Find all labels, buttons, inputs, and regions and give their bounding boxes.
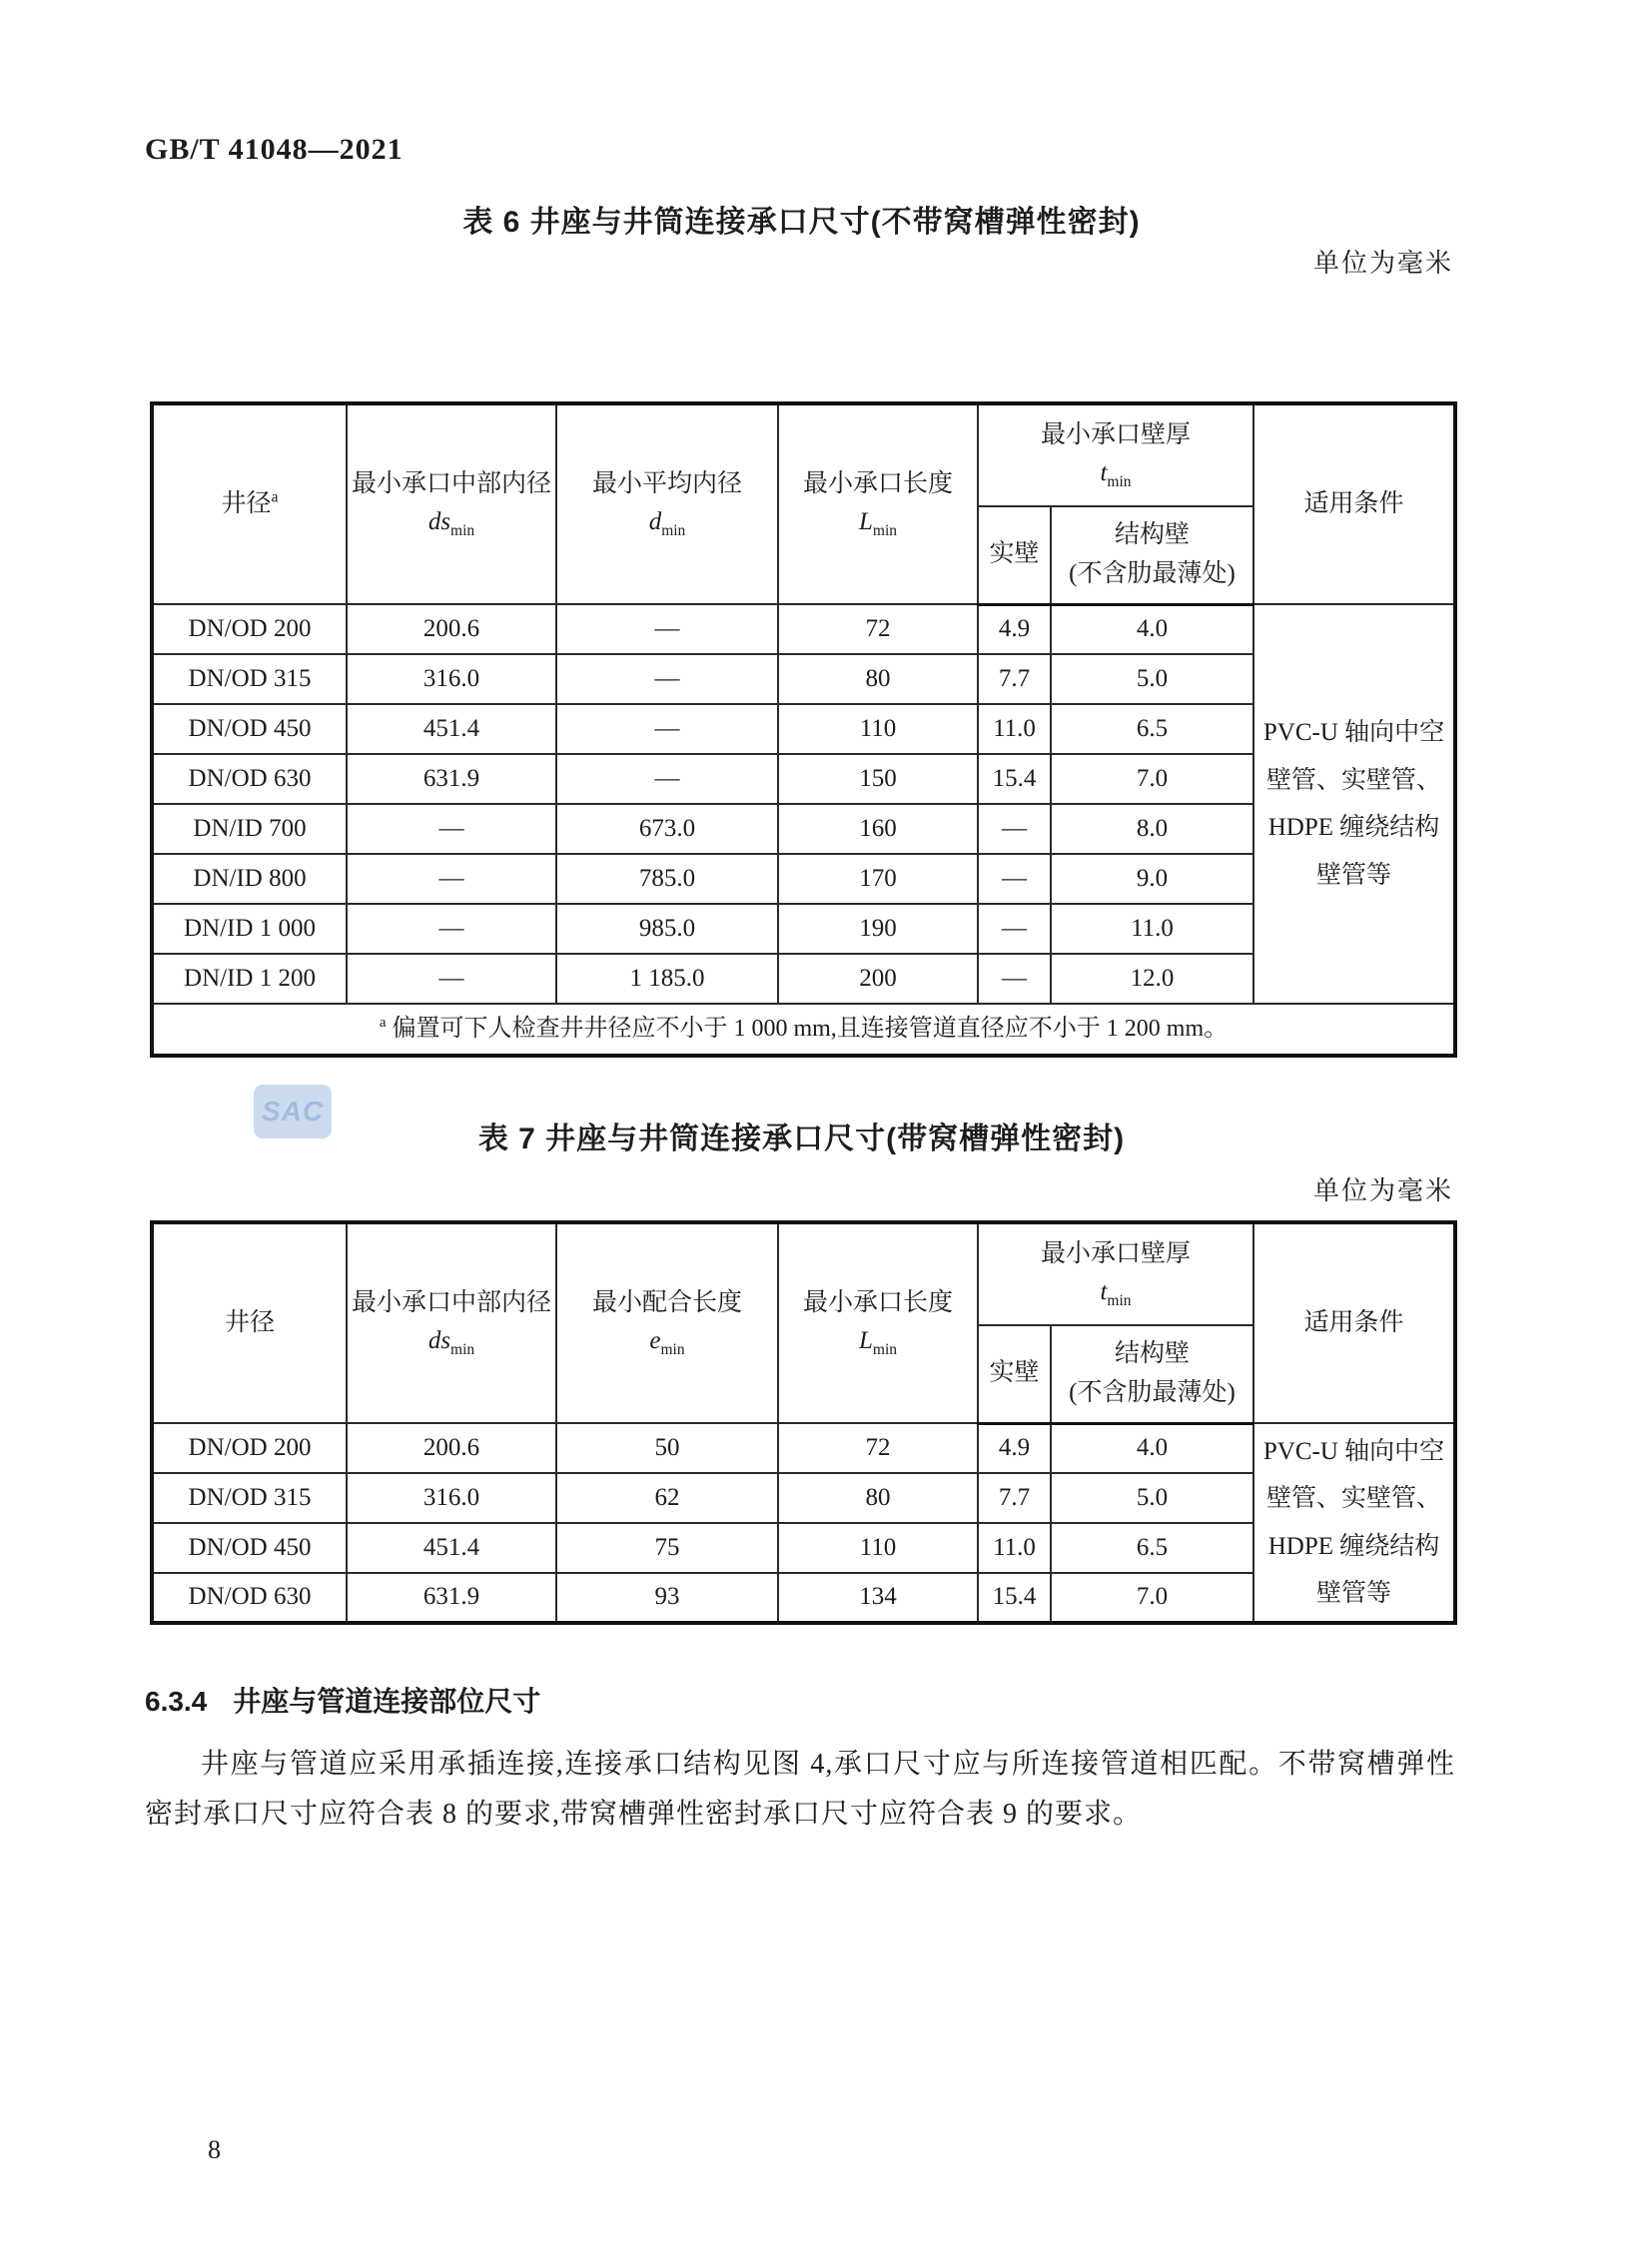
cell-jing: DN/OD 630 (152, 754, 347, 804)
cell-jiegou: 9.0 (1051, 854, 1253, 904)
cell-jiegou: 12.0 (1051, 954, 1253, 1004)
cell-d: 785.0 (556, 854, 778, 904)
t6-header-d: 最小平均内径 $d_{min}$ (556, 403, 778, 604)
table-row (152, 604, 1455, 654)
table6-title: 表 6 井座与井筒连接承口尺寸(不带窝槽弹性密封) (462, 206, 1141, 239)
cell-jing: DN/ID 800 (152, 854, 347, 904)
cell-jing: DN/OD 450 (152, 1523, 347, 1573)
cell-jiegou: 7.0 (1051, 1573, 1253, 1623)
t6-header-condition: 适用条件 (1253, 403, 1455, 604)
cell-ds: — (347, 904, 556, 954)
cell-jiegou: 5.0 (1051, 1473, 1253, 1523)
cell-L: 110 (778, 704, 978, 754)
cell-e: 93 (556, 1573, 778, 1623)
cell-L: 80 (778, 654, 978, 704)
section-title: 井座与管道连接部位尺寸 (233, 1686, 541, 1717)
t6-header-jing: 井径$^a$ (152, 403, 347, 604)
table7-title: 表 7 井座与井筒连接承口尺寸(带窝槽弹性密封) (477, 1123, 1126, 1155)
cell-d: — (556, 654, 778, 704)
cell-jiegou: 7.0 (1051, 754, 1253, 804)
t7-header-solid-wall: 实壁 (978, 1325, 1051, 1423)
section-paragraph: 井座与管道应采用承插连接,连接承口结构见图 4,承口尺寸应与所连接管道相匹配。不带窝槽弹性密封承口尺寸应符合表 8 的要求,带窝槽弹性密封承口尺寸应符合表 9 的要求。 (145, 1749, 1455, 1830)
cell-ds: 200.6 (347, 1423, 556, 1473)
table7-unit-label: 单位为毫米 (1312, 1176, 1453, 1205)
cell-d: 985.0 (556, 904, 778, 954)
cell-ds: 316.0 (347, 654, 556, 704)
cell-shibi: — (978, 954, 1051, 1004)
cell-L: 150 (778, 754, 978, 804)
cell-shibi: 15.4 (978, 1573, 1051, 1623)
cell-jing: DN/OD 200 (152, 604, 347, 654)
cell-jing: DN/OD 200 (152, 1423, 347, 1473)
cell-jing: DN/OD 450 (152, 704, 347, 754)
t7-condition-cell: PVC-U 轴向中空 壁管、实壁管、 HDPE 缠绕结构 壁管等 (1253, 1423, 1455, 1623)
cell-ds: — (347, 954, 556, 1004)
cell-jing: DN/OD 630 (152, 1573, 347, 1623)
cell-L: 170 (778, 854, 978, 904)
t6-condition-cell: PVC-U 轴向中空 壁管、实壁管、 HDPE 缠绕结构 壁管等 (1253, 604, 1455, 1004)
cell-jing: DN/ID 700 (152, 804, 347, 854)
cell-jing: DN/OD 315 (152, 654, 347, 704)
cell-shibi: — (978, 904, 1051, 954)
cell-shibi: 11.0 (978, 1523, 1051, 1573)
table-footnote-row (152, 1004, 1455, 1056)
cell-e: 50 (556, 1423, 778, 1473)
cell-shibi: 4.9 (978, 604, 1051, 654)
cell-jiegou: 4.0 (1051, 604, 1253, 654)
cell-d: 673.0 (556, 804, 778, 854)
cell-L: 72 (778, 1423, 978, 1473)
cell-L: 200 (778, 954, 978, 1004)
cell-shibi: 4.9 (978, 1423, 1051, 1473)
section-heading (145, 1680, 540, 1720)
sac-watermark-logo: SAC (254, 1085, 332, 1138)
cell-ds: 631.9 (347, 1573, 556, 1623)
table-row (152, 1423, 1455, 1473)
cell-shibi: 15.4 (978, 754, 1051, 804)
cell-d: 1 185.0 (556, 954, 778, 1004)
cell-jiegou: 11.0 (1051, 904, 1253, 954)
cell-L: 80 (778, 1473, 978, 1523)
cell-d: — (556, 704, 778, 754)
cell-e: 75 (556, 1523, 778, 1573)
t6-header-L: 最小承口长度 $L_{min}$ (778, 403, 978, 604)
cell-jiegou: 8.0 (1051, 804, 1253, 854)
table6-unit-label: 单位为毫米 (1312, 249, 1453, 278)
cell-L: 160 (778, 804, 978, 854)
page-number: 8 (208, 2135, 221, 2164)
cell-ds: 200.6 (347, 604, 556, 654)
table7 (150, 1220, 1457, 1625)
cell-shibi: — (978, 804, 1051, 854)
cell-L: 72 (778, 604, 978, 654)
cell-shibi: 7.7 (978, 654, 1051, 704)
cell-e: 62 (556, 1473, 778, 1523)
table6 (150, 401, 1457, 1058)
t6-footnote: $^a$ 偏置可下人检查井井径应不小于 1 000 mm,且连接管道直径应不小于 1 200 mm。 (152, 1004, 1455, 1056)
t7-header-condition: 适用条件 (1253, 1222, 1455, 1423)
cell-ds: 631.9 (347, 754, 556, 804)
t7-header-ds: 最小承口中部内径 $ds_{min}$ (347, 1222, 556, 1423)
cell-shibi: — (978, 854, 1051, 904)
cell-jiegou: 6.5 (1051, 704, 1253, 754)
cell-jing: DN/ID 1 200 (152, 954, 347, 1004)
cell-shibi: 11.0 (978, 704, 1051, 754)
cell-ds: 451.4 (347, 1523, 556, 1573)
section-number: 6.3.4 (145, 1686, 208, 1717)
cell-ds: — (347, 854, 556, 904)
cell-ds: 316.0 (347, 1473, 556, 1523)
t7-header-structured-wall: 结构壁 (不含肋最薄处) (1051, 1325, 1253, 1423)
t6-header-solid-wall: 实壁 (978, 506, 1051, 604)
cell-jiegou: 4.0 (1051, 1423, 1253, 1473)
cell-d: — (556, 754, 778, 804)
t6-header-ds: 最小承口中部内径 $ds_{min}$ (347, 403, 556, 604)
cell-d: — (556, 604, 778, 654)
cell-ds: — (347, 804, 556, 854)
cell-shibi: 7.7 (978, 1473, 1051, 1523)
cell-ds: 451.4 (347, 704, 556, 754)
cell-L: 110 (778, 1523, 978, 1573)
cell-jing: DN/ID 1 000 (152, 904, 347, 954)
t7-header-jing: 井径 (152, 1222, 347, 1423)
cell-L: 134 (778, 1573, 978, 1623)
t6-header-tmin-group: 最小承口壁厚 $t_{min}$ (978, 403, 1253, 506)
cell-jing: DN/OD 315 (152, 1473, 347, 1523)
t7-header-tmin-group: 最小承口壁厚 $t_{min}$ (978, 1222, 1253, 1325)
cell-L: 190 (778, 904, 978, 954)
standard-number: GB/T 41048—2021 (145, 133, 404, 166)
t7-header-e: 最小配合长度 $e_{min}$ (556, 1222, 778, 1423)
cell-jiegou: 5.0 (1051, 654, 1253, 704)
t7-header-L: 最小承口长度 $L_{min}$ (778, 1222, 978, 1423)
t6-header-structured-wall: 结构壁 (不含肋最薄处) (1051, 506, 1253, 604)
cell-jiegou: 6.5 (1051, 1523, 1253, 1573)
